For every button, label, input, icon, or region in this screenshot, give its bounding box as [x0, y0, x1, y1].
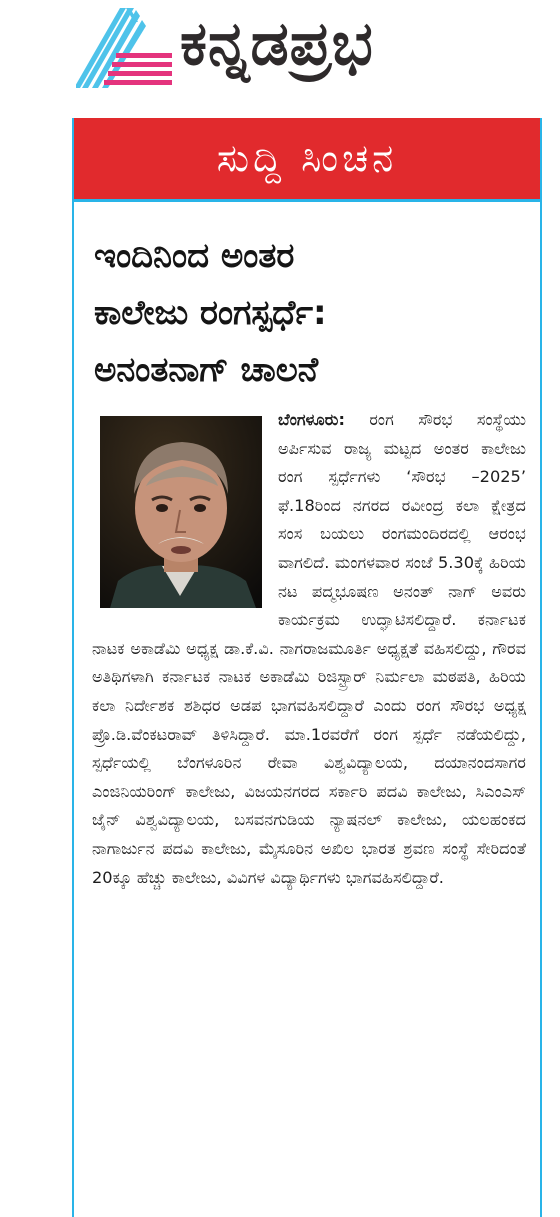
section-banner: [74, 118, 540, 202]
portrait-illustration: [100, 416, 262, 608]
masthead: [0, 0, 560, 112]
headline-line: ಇಂದಿನಿಂದ ಅಂತರ: [94, 236, 295, 276]
section-title: ಸುದ್ದಿ ಸಿಂಚನ: [216, 136, 398, 180]
article-headline: [94, 228, 534, 399]
news-box: [72, 118, 542, 1217]
article-paragraph: [92, 406, 526, 892]
portrait-photo: [100, 416, 262, 608]
article-text: ರಂಗ ಸೌರಭ ಸಂಸ್ಥೆಯು ಅರ್ಪಿಸುವ ರಾಜ್ಯ ಮಟ್ಟದ ಅಂತರ ಕಾಲೇಜು ರಂಗ ಸ್ಪರ್ಧೆಗಳು ‘ಸೌರಭ –2025’ ಫೆ.18ರಿಂದ ನಗರದ ರವೀಂದ್ರ ಕಲಾ ಕ್ಷೇತ್ರದ ಸಂಸ ಬಯಲು ರಂಗಮಂದಿರದಲ್ಲಿ ಆರಂಭ ವಾಗಲಿದೆ. ಮಂಗಳವಾರ ಸಂಜೆ 5.30ಕ್ಕೆ ಹಿರಿಯ ನಟ ಪದ್ಮಭೂಷಣ ಅನಂತ್ ನಾಗ್ ಅವರು ಕಾರ್ಯಕ್ರಮ ಉದ್ಘಾಟಿಸಲಿದ್ದಾರೆ. ಕರ್ನಾಟಕ ನಾಟಕ ಅಕಾಡೆಮಿ ಅಧ್ಯಕ್ಷ ಡಾ.ಕೆ.ವಿ. ನಾಗರಾಜಮೂರ್ತಿ ಅಧ್ಯಕ್ಷತೆ ವಹಿಸಲಿದ್ದು, ಗೌರವ ಅತಿಥಿಗಳಾಗಿ ಕರ್ನಾಟಕ ನಾಟಕ ಅಕಾಡೆಮಿ ರಿಜಿಸ್ಟ್ರಾರ್ ನಿರ್ಮಲಾ ಮಠಪತಿ, ಹಿರಿಯ ಕಲಾ ನಿರ್ದೇಶಕ ಶಶಿಧರ ಅಡಪ ಭಾಗವಹಿಸಲಿದ್ದಾರೆ ಎಂದು ರಂಗ ಸೌರಭ ಅಧ್ಯಕ್ಷ ಪ್ರೊ.ಡಿ.ವೆಂಕಟರಾವ್ ತಿಳಿಸಿದ್ದಾರೆ. ಮಾ.1ರವರೆಗೆ ರಂಗ ಸ್ಪರ್ಧೆ ನಡೆಯಲಿದ್ದು, ಸ್ಪರ್ಧೆಯಲ್ಲಿ ಬೆಂಗಳೂರಿನ ರೇವಾ ವಿಶ್ವವಿದ್ಯಾಲಯ, ದಯಾನಂದಸಾಗರ ಎಂಜಿನಿಯರಿಂಗ್ ಕಾಲೇಜು, ವಿಜಯನಗರದ ಸರ್ಕಾರಿ ಪದವಿ ಕಾಲೇಜು, ಸಿಎಂಎಸ್ ಜೈನ್ ವಿಶ್ವವಿದ್ಯಾಲಯ, ಬಸವನಗುಡಿಯ ನ್ಯಾಷನಲ್ ಕಾಲೇಜು, ಯಲಹಂಕದ ನಾಗಾರ್ಜುನ ಪದವಿ ಕಾಲೇಜು, ಮೈಸೂರಿನ ಅಖಿಲ ಭಾರತ ಶ್ರವಣ ಸಂಸ್ಥೆ ಸೇರಿದಂತೆ 20ಕ್ಕೂ ಹೆಚ್ಚು ಕಾಲೇಜು, ವಿವಿಗಳ ವಿದ್ಯಾರ್ಥಿಗಳು ಭಾಗವಹಿಸಲಿದ್ದಾರೆ.: [92, 410, 526, 887]
headline-line: ಅನಂತನಾಗ್ ಚಾಲನೆ: [94, 350, 319, 390]
article-body: [92, 406, 526, 892]
dateline: ಬೆಂಗಳೂರು:: [278, 410, 345, 429]
kannadaprabha-logo-icon: [76, 6, 176, 92]
brand-name: ಕನ್ನಡಪ್ರಭ: [180, 9, 374, 79]
headline-line: ಕಾಲೇಜು ರಂಗಸ್ಪರ್ಧೆ:: [94, 293, 327, 333]
